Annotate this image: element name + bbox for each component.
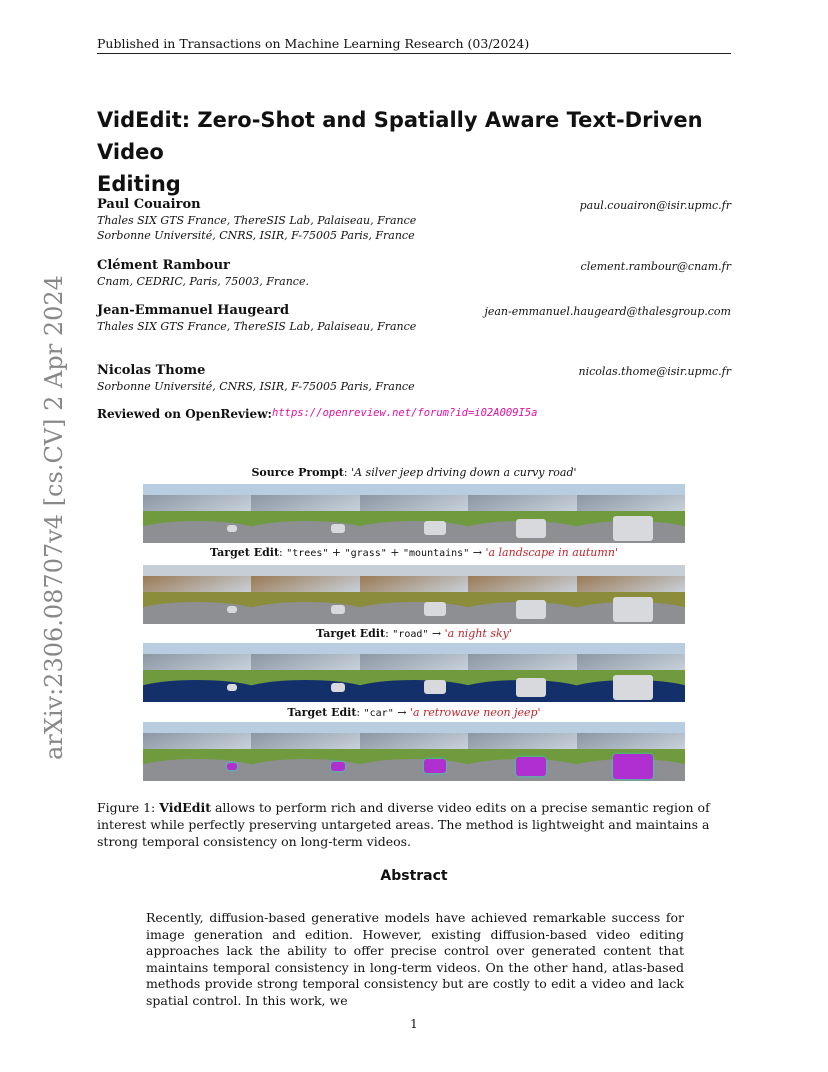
figure-row-segment: "grass" (344, 548, 387, 559)
car-shape (613, 516, 653, 541)
car-shape (424, 521, 446, 535)
figure-caption-text: allows to perform rich and diverse video edits on a precise semantic region of interest while perfectly preserving untargeted areas. The method is lightweight and maintains a strong temporal consistency on long-term videos. (97, 800, 710, 849)
author-name: Nicolas Thome (97, 363, 206, 378)
figure-frame-row (143, 565, 685, 624)
car-shape (516, 757, 546, 776)
video-frame (577, 484, 685, 543)
figure-row-label: Target Edit (316, 627, 386, 640)
video-frame (251, 643, 359, 702)
arrow-icon: → (469, 546, 486, 559)
car-shape (516, 600, 546, 619)
review-label: Reviewed on OpenReview: (97, 407, 272, 421)
video-frame (143, 722, 251, 781)
figure-row-caption (143, 706, 685, 719)
car-shape (331, 524, 345, 533)
figure-row-label: Target Edit (287, 706, 357, 719)
figure-row-prompt: 'a retrowave neon jeep' (409, 706, 541, 719)
figure-caption-prefix: Figure 1: (97, 800, 160, 815)
page-number: 1 (410, 1017, 418, 1031)
author-affiliation: Thales SIX GTS France, ThereSIS Lab, Palaiseau, France (97, 320, 417, 333)
abstract-heading: Abstract (380, 868, 448, 884)
car-shape (613, 675, 653, 700)
video-frame (251, 484, 359, 543)
car-shape (424, 602, 446, 616)
figure-row-prompt: 'a landscape in autumn' (485, 546, 618, 559)
video-frame (360, 643, 468, 702)
video-frame (577, 722, 685, 781)
car-shape (331, 762, 345, 771)
arrow-icon: → (428, 627, 445, 640)
video-frame (360, 722, 468, 781)
figure-row-label: Source Prompt (251, 466, 344, 479)
video-frame (143, 565, 251, 624)
car-shape (227, 684, 237, 691)
video-frame (251, 722, 359, 781)
car-shape (227, 525, 237, 532)
car-shape (613, 597, 653, 622)
paper-title (97, 104, 747, 200)
openreview-link[interactable]: https://openreview.net/forum?id=i02A009I5a (272, 407, 538, 419)
car-shape (227, 763, 237, 770)
figure-caption-bold: VidEdit (159, 800, 211, 815)
video-frame (251, 565, 359, 624)
video-frame (360, 565, 468, 624)
video-frame (577, 565, 685, 624)
author-name: Clément Rambour (97, 258, 230, 273)
author-name: Jean-Emmanuel Haugeard (97, 303, 290, 318)
author-email[interactable]: nicolas.thome@isir.upmc.fr (578, 365, 731, 378)
car-shape (227, 606, 237, 613)
title-line-2: Editing (97, 172, 181, 196)
figure-row-segment: "mountains" (403, 548, 470, 559)
author-affiliation: Sorbonne Université, CNRS, ISIR, F-75005 Paris, France (97, 380, 415, 393)
figure-row-separator: : (356, 706, 364, 719)
figure-row-segment: + (386, 546, 403, 559)
figure-row-caption (143, 627, 685, 640)
video-frame (468, 643, 576, 702)
figure-row-separator: : (385, 627, 393, 640)
author-affiliation: Thales SIX GTS France, ThereSIS Lab, Palaiseau, France (97, 214, 417, 227)
video-frame (577, 643, 685, 702)
journal-header: Published in Transactions on Machine Learning Research (03/2024) (97, 36, 530, 51)
author-affiliation: Cnam, CEDRIC, Paris, 75003, France. (97, 275, 309, 288)
car-shape (331, 683, 345, 692)
header-rule (97, 53, 731, 54)
figure-frame-row (143, 722, 685, 781)
figure-row-prompt: 'A silver jeep driving down a curvy road' (351, 466, 577, 479)
video-frame (468, 722, 576, 781)
video-frame (468, 484, 576, 543)
figure-row-caption (143, 546, 685, 559)
figure-row-separator: : (279, 546, 287, 559)
figure-row-caption (143, 466, 685, 479)
figure-row-separator: : (343, 466, 352, 479)
abstract-body: Recently, diffusion-based generative models have achieved remarkable success for image generation and edition. However, existing diffusion-based video editing approaches lack the ability to offer precise control over generated content that maintains temporal consistency in long-term videos. On the other hand, atlas-based methods provide strong temporal consistency but are costly to edit a video and lack spatial control. In this work, we (146, 910, 684, 1008)
car-shape (424, 680, 446, 694)
video-frame (360, 484, 468, 543)
figure-frame-row (143, 484, 685, 543)
car-shape (424, 759, 446, 773)
video-frame (468, 565, 576, 624)
car-shape (613, 754, 653, 779)
car-shape (516, 519, 546, 538)
author-email[interactable]: jean-emmanuel.haugeard@thalesgroup.com (484, 305, 731, 318)
video-frame (143, 643, 251, 702)
author-email[interactable]: clement.rambour@cnam.fr (580, 260, 731, 273)
video-frame (143, 484, 251, 543)
author-affiliation: Sorbonne Université, CNRS, ISIR, F-75005 Paris, France (97, 229, 415, 242)
figure-frame-row (143, 643, 685, 702)
figure-row-label: Target Edit (210, 546, 280, 559)
author-name: Paul Couairon (97, 197, 201, 212)
arxiv-stamp: arXiv:2306.08707v4 [cs.CV] 2 Apr 2024 (40, 275, 68, 760)
figure-row-segment: + (328, 546, 345, 559)
arrow-icon: → (393, 706, 410, 719)
figure-row-segment: "car" (363, 708, 394, 719)
car-shape (331, 605, 345, 614)
title-line-1: VidEdit: Zero-Shot and Spatially Aware Text-Driven Video (97, 108, 703, 164)
figure-row-segment: "road" (392, 629, 429, 640)
figure-row-prompt: 'a night sky' (444, 627, 512, 640)
figure-row-segment: "trees" (286, 548, 329, 559)
figure-caption (97, 799, 731, 850)
car-shape (516, 678, 546, 697)
author-email[interactable]: paul.couairon@isir.upmc.fr (579, 199, 731, 212)
